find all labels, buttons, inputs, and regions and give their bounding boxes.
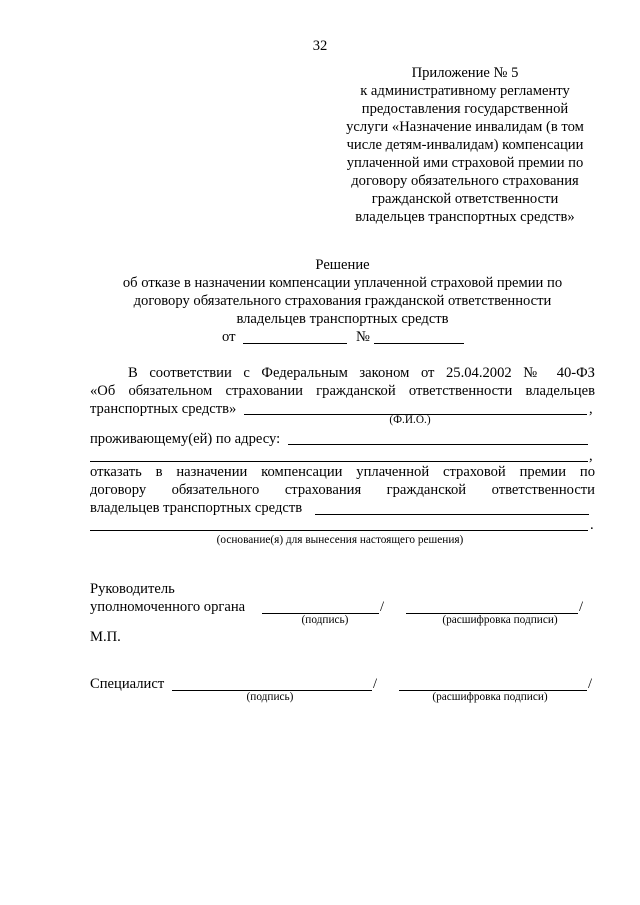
specialist-label: Специалист [90, 676, 165, 692]
decision-subtitle-line: владельцев транспортных средств [236, 311, 449, 327]
body-line: транспортных средств» [90, 401, 237, 417]
date-field[interactable] [243, 343, 347, 344]
head-title: Руководитель [90, 581, 175, 597]
head-organ: уполномоченного органа [90, 599, 246, 615]
appendix-line: уплаченной ими страховой премии по [346, 155, 584, 171]
body-line: В соответствии с Федеральным законом от 25.04.2002 № 40-ФЗ [128, 365, 595, 381]
decision-title: Решение [315, 257, 370, 273]
address-field[interactable] [288, 444, 588, 445]
decision-subtitle-line: об отказе в назначении компенсации уплаченной страховой премии по [122, 275, 563, 291]
slash: / [588, 676, 593, 692]
signature-caption: (подпись) [246, 691, 294, 703]
body-line: владельцев транспортных средств [90, 500, 303, 516]
reason-caption: (основание(я) для вынесения настоящего решения) [216, 534, 464, 546]
slash: / [373, 676, 378, 692]
appendix-line: владельцев транспортных средств» [355, 209, 575, 225]
appendix-line: предоставления государственной [361, 101, 569, 117]
page-number: 32 [312, 38, 328, 54]
appendix-line: Приложение № 5 [411, 65, 519, 81]
body-line: договору обязательного страхования гражданской ответственности [90, 482, 595, 498]
address-label: проживающему(ей) по адресу: [90, 431, 281, 447]
appendix-line: договору обязательного страхования [351, 173, 579, 189]
appendix-line: к административному регламенту [360, 83, 570, 99]
slash: / [579, 599, 584, 615]
decision-heading [90, 256, 595, 328]
number-field[interactable] [374, 343, 464, 344]
slash: / [380, 599, 385, 615]
signature-caption: (подпись) [301, 614, 349, 626]
appendix-line: числе детям-инвалидам) компенсации [346, 137, 584, 153]
stamp-label: М.П. [90, 629, 121, 645]
period: . [590, 517, 594, 533]
basis-field[interactable] [315, 514, 589, 515]
appendix-block [315, 64, 615, 226]
number-label: № [356, 329, 370, 345]
decoding-caption: (расшифровка подписи) [442, 614, 558, 626]
basis-field-continued[interactable] [90, 530, 588, 531]
decoding-caption: (расшифровка подписи) [432, 691, 548, 703]
appendix-line: услуги «Назначение инвалидам (в том [346, 119, 584, 135]
comma: , [589, 448, 593, 464]
fio-caption: (Ф.И.О.) [389, 414, 431, 426]
body-line: «Об обязательном страховании гражданской ответственности владельцев [90, 383, 595, 399]
decision-subtitle-line: договору обязательного страхования гражданской ответственности [133, 293, 552, 309]
body-line: отказать в назначении компенсации уплаченной страховой премии по [90, 464, 595, 480]
appendix-line: гражданской ответственности [371, 191, 559, 207]
address-field-continued[interactable] [90, 461, 588, 462]
comma: , [589, 401, 593, 417]
date-label: от [222, 329, 236, 345]
